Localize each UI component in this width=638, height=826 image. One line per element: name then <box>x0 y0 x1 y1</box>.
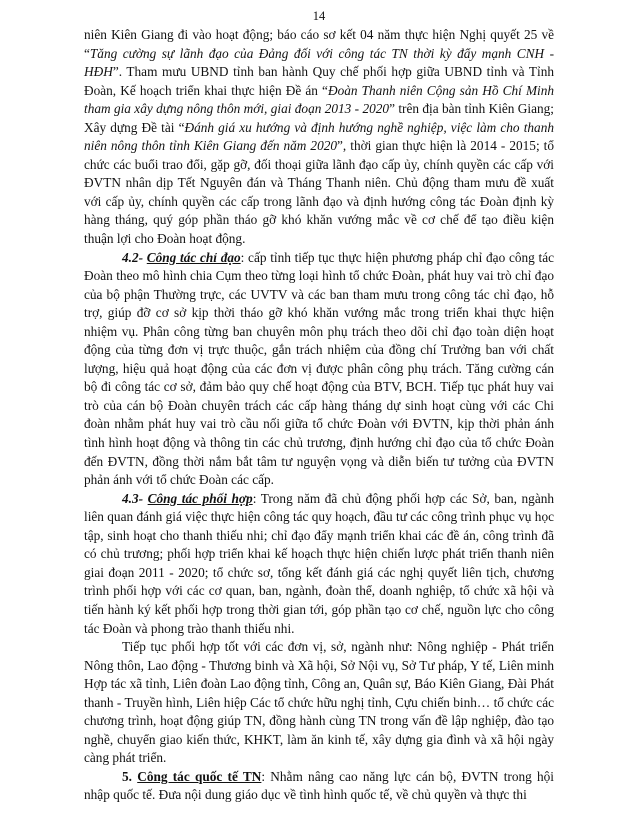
text-run: ” trên địa bàn tỉnh Kiên Giang; Xây dựng Đề tài “ <box>84 101 554 135</box>
section-heading: Công tác phối hợp <box>147 490 253 506</box>
paragraph <box>84 638 554 768</box>
paragraph <box>84 26 554 249</box>
italic-quote: Tăng cường sự lãnh đạo của Đảng đối với công tác TN thời kỳ đẩy mạnh CNH - HĐH <box>84 45 554 80</box>
section-heading: Công tác quốc tế TN <box>137 768 262 784</box>
text-run: Tiếp tục phối hợp tốt với các đơn vị, sở, ngành như: Nông nghiệp - Phát triển Nông thôn, Lao động - Thương binh và Xã hội, Sở Nội vụ, Sở Tư pháp, Y tế, Liên minh Hợp tác xã tỉnh, Liên đoàn Lao động tỉnh, Công an, Quân sự, Báo Kiên Giang, Đài Phát thanh - Truyền hình, Liên hiệp Các tổ chức hữu nghị tỉnh, Cựu chiến binh… tổ chức các chương trình, hoạt động giúp TN, đồng hành cùng TN trong vấn đề lập nghiệp, đào tạo nghề, chuyển giao kiến thức, KHKT, làm ăn kinh tế, xây dựng gia đình và xã hội ngày càng phát triển. <box>84 639 554 766</box>
section-heading: Công tác chỉ đạo <box>146 249 241 265</box>
text-run: : cấp tỉnh tiếp tục thực hiện phương pháp chỉ đạo công tác Đoàn theo mô hình chia Cụm theo từng loại hình tổ chức Đoàn, phát huy vai trò chỉ đạo của bộ phận Thường trực, các UVTV và các ban tham mưu trong công tác chỉ đạo, hỗ trợ, giúp đỡ cơ sở kịp thời tháo gỡ khó khăn vướng mắc trong triển khai thực hiện nhiệm vụ. Phân công từng ban chuyên môn phụ trách theo dõi chỉ đạo toàn diện hoạt động của từng đơn vị trực thuộc, gắn trách nhiệm của đồng chí Trưởng ban với chất lượng, hiệu quả hoạt động của các đơn vị được phân công phụ trách. Tăng cường cán bộ đi công tác cơ sở, đảm bảo quy chế hoạt động của BTV, BCH. Tiếp tục phát huy vai trò của cán bộ Đoàn chuyên trách các cấp hàng tháng dự sinh hoạt cùng với các Chi đoàn nhằm phát huy vai trò cầu nối giữa tổ chức Đoàn với ĐVTN, kịp thời phản ánh tình hình hoạt động và thông tin các chủ trương, định hướng chỉ đạo của tổ chức Đoàn đến ĐVTN, đồng thời nắm bắt tâm tư nguyện vọng và diễn biến tư tưởng của ĐVTN phản ánh với tổ chức Đoàn các cấp. <box>84 249 554 488</box>
text-run: niên Kiên Giang đi vào hoạt động; báo cáo sơ kết 04 năm thực hiện Nghị quyết 25 về “ <box>84 27 554 61</box>
section-number: 4.3- <box>122 490 148 506</box>
paragraph <box>84 490 554 638</box>
section-number: 5. <box>122 768 138 784</box>
text-run: : Trong năm đã chủ động phối hợp các Sở, ban, ngành liên quan đánh giá việc thực hiện công tác quy hoạch, đầu tư các công trình phục vụ học tập, sinh hoạt cho thanh thiếu nhi; chỉ đạo đẩy mạnh triển khai các đề án, công trình đã có chủ trương; phối hợp triển khai kế hoạch thực hiện chiến lược phát triển thanh niên giai đoạn 2011 - 2020; tổ chức sơ, tổng kết đánh giá các nghị quyết liên tịch, chương trình phối hợp với các cơ quan, ban, ngành, đoàn thể, doanh nghiệp, tổ chức xã hội và tiến hành ký kết phối hợp trong thời gian tới, góp phần tạo cơ chế, nguồn lực cho công tác Đoàn và phong trào thanh thiếu nhi. <box>84 490 555 636</box>
body-text <box>84 26 554 805</box>
text-run: ”. Tham mưu UBND tỉnh ban hành Quy chế phối hợp giữa UBND tỉnh và Tỉnh Đoàn, Kế hoạch triển khai thực hiện Đề án “ <box>84 64 554 98</box>
page-number: 14 <box>312 9 326 23</box>
italic-quote: Đánh giá xu hướng và định hướng nghề nghiệp, việc làm cho thanh niên nông thôn tỉnh Kiên Giang đến năm 2020 <box>84 119 554 154</box>
paragraph <box>84 249 554 490</box>
paragraph <box>84 768 554 805</box>
text-run: ”, thời gian thực hiện là 2014 - 2015; tổ chức các buổi trao đổi, gặp gỡ, đối thoại giữa lãnh đạo cấp ủy, chính quyền các cấp với ĐVTN nhân dịp Tết Nguyên đán và Tháng Thanh niên. Chủ động tham mưu đề xuất với cấp ủy, chính quyền các cấp trong lãnh đạo và định hướng công tác Đoàn định kỳ hàng tháng, quý góp phần tháo gỡ khó khăn vướng mắc về cơ chế để tạo điều kiện thuận lợi cho Đoàn hoạt động. <box>84 138 554 247</box>
text-run: : Nhằm nâng cao năng lực cán bộ, ĐVTN trong hội nhập quốc tế. Đưa nội dung giáo dục về tình hình quốc tế, về chủ quyền và thực thi <box>84 768 554 803</box>
italic-quote: Đoàn Thanh niên Cộng sản Hồ Chí Minh tham gia xây dựng nông thôn mới, giai đoạn 2013 - 2020 <box>84 82 555 117</box>
section-number: 4.2- <box>122 249 147 265</box>
